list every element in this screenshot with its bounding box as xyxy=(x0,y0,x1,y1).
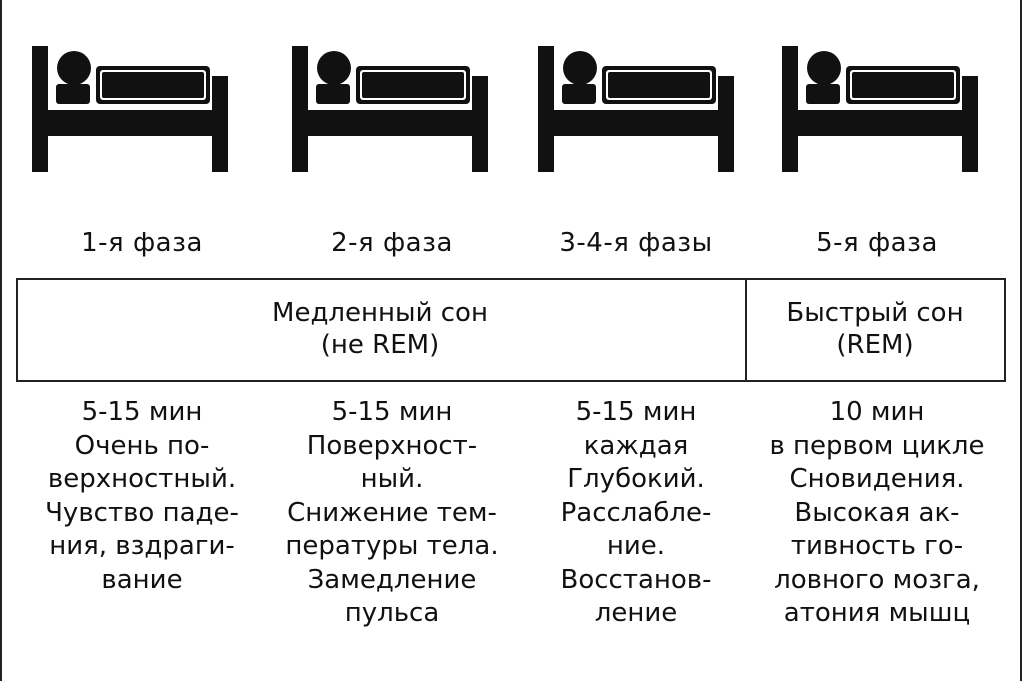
description-line: 10 мин xyxy=(829,397,925,427)
phase-label-1: 1-я фаза xyxy=(81,228,203,258)
bed-sleeper-icon xyxy=(536,40,736,172)
description-line: атония мышц xyxy=(783,598,971,628)
bed-sleeper-icon xyxy=(780,40,980,172)
phase-label-3-4: 3-4-я фазы xyxy=(559,228,713,258)
phase-description-5 xyxy=(752,396,1002,631)
fast-sleep-label xyxy=(760,297,990,361)
description-line: Высокая ак- xyxy=(794,497,960,528)
bed-icon xyxy=(780,40,980,172)
description-line: ния, вздраги- xyxy=(49,531,235,561)
band-divider xyxy=(745,278,747,382)
phase-description-2 xyxy=(267,396,517,631)
description-line: Очень по- xyxy=(74,430,210,461)
bed-icon xyxy=(536,40,736,172)
description-line: в первом цикле xyxy=(769,430,985,461)
description-line: 5-15 мин xyxy=(575,397,697,427)
bed-sleeper-icon xyxy=(30,40,230,172)
description-line: верхностный. xyxy=(47,464,237,494)
description-line: Замедление xyxy=(307,564,477,595)
description-line: Глубокий. xyxy=(567,464,705,494)
phase-description-1 xyxy=(17,396,267,597)
description-line: вание xyxy=(101,564,183,595)
phase-label-2: 2-я фаза xyxy=(331,228,453,258)
description-line: Снижение тем- xyxy=(287,497,497,528)
description-line: каждая xyxy=(583,430,689,461)
description-line: 5-15 мин xyxy=(331,397,453,427)
phase-label-5: 5-я фаза xyxy=(816,228,938,258)
description-line: тивность го- xyxy=(790,531,964,561)
description-line: Расслабле- xyxy=(560,497,712,528)
description-line: Поверхност- xyxy=(306,430,478,461)
slow-sleep-title: Медленный сон xyxy=(272,298,488,328)
fast-sleep-subtitle: (REM) xyxy=(836,330,914,360)
description-line: ловного мозга, xyxy=(774,564,980,595)
description-line: ние. xyxy=(606,531,666,561)
bed-icon xyxy=(30,40,230,172)
phase-description-3-4 xyxy=(511,396,761,631)
bed-icon xyxy=(290,40,490,172)
description-line: ный. xyxy=(360,464,424,494)
description-line: 5-15 мин xyxy=(81,397,203,427)
bed-sleeper-icon xyxy=(290,40,490,172)
description-line: пульса xyxy=(344,598,440,628)
slow-sleep-subtitle: (не REM) xyxy=(320,330,440,360)
fast-sleep-title: Быстрый сон xyxy=(786,298,964,328)
description-line: Чувство паде- xyxy=(45,497,239,528)
description-line: пературы тела. xyxy=(285,531,499,561)
slow-sleep-label xyxy=(200,297,560,361)
description-line: Восстанов- xyxy=(560,564,712,595)
description-line: Сновидения. xyxy=(789,464,965,494)
description-line: ление xyxy=(594,598,678,628)
